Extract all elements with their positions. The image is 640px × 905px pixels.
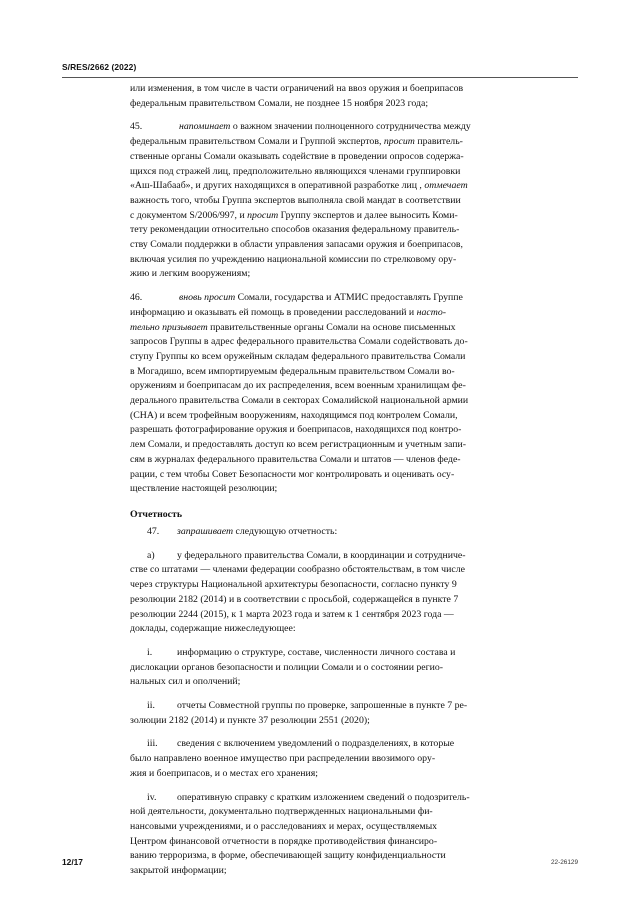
text-line: (СНА) и всем трофейным вооружениям, находящимся под контролем Сомали, <box>130 409 458 421</box>
text-line: дислокации органов безопасности и полиции Сомали и о состоянии регио- <box>130 661 444 673</box>
text-line: было направлено военное имущество при распределении ввозимого ору- <box>130 753 436 765</box>
paragraph-number: 47. <box>147 525 160 537</box>
section-heading: Отчетность <box>130 508 183 520</box>
text-fragment: информацию о структуре, составе, численности личного состава и <box>177 646 456 658</box>
document-symbol: S/RES/2662 (2022) <box>62 62 137 72</box>
text-fragment: правительственные органы Сомали на основе письменных <box>207 321 456 333</box>
header-rule <box>62 77 578 78</box>
text-line: ступу Группы ко всем оружейным складам федерального правительства Сомали <box>130 350 466 362</box>
text-line: резолюции 2182 (2014) и в соответствии с просьбой, содержащейся в пункте 7 <box>130 593 459 605</box>
text-line: через структуры Национальной архитектуры безопасности, согласно пункту 9 <box>130 579 457 591</box>
operative-verb: запрашивает <box>177 525 234 537</box>
text-line: сям в журналах федерального правительства Сомали и штатов — членов феде- <box>130 453 461 465</box>
operative-verb: напоминает <box>179 121 231 133</box>
operative-verb: вновь просит <box>179 292 236 304</box>
text-fragment: Сомали, государства и АТМИС предоставлять Группе <box>235 292 463 304</box>
text-fragment: «Аш-Шабааб», и других находящихся в оперативной разработке лиц , <box>130 180 425 192</box>
item-iv <box>130 791 515 879</box>
item-i <box>130 646 515 690</box>
text-line: ванию терроризма, в форме, обеспечивающей защиту конфиденциальности <box>130 850 446 862</box>
text-fragment: федеральным правительством Сомали и Группой экспертов, <box>130 136 384 148</box>
text-fragment: отчеты Совместной группы по проверке, запрошенные в пункте 7 ре- <box>177 700 468 712</box>
item-label: iii. <box>147 738 158 750</box>
text-line: ной деятельности, документально подтвержденных национальными фи- <box>130 806 433 818</box>
text-fragment: оперативную справку с кратким изложением сведений о подозритель- <box>177 791 470 803</box>
text-line: ству Сомали поддержки в области управления запасами оружия и боеприпасов, <box>130 239 463 251</box>
paragraph-47 <box>130 525 515 540</box>
text-line: включая усилия по учреждению национальной комиссии по стрелковому ору- <box>130 253 457 265</box>
item-ii <box>130 699 515 728</box>
operative-verb: насто- <box>416 306 446 318</box>
paragraph-46 <box>130 291 515 497</box>
text-line: щихся под стражей лиц, предположительно являющихся членами группировки <box>130 165 461 177</box>
text-line: жию и легким вооружениям; <box>130 268 251 280</box>
subparagraph-label: a) <box>147 549 155 561</box>
subparagraph-a <box>130 549 515 637</box>
item-label: ii. <box>147 700 155 712</box>
text-line: нальных сил и ополчений; <box>130 676 241 688</box>
text-line: стве со штатами — членами федерации сообразно обстоятельствам, в том числе <box>130 564 465 576</box>
text-line: разрешать фотографирование оружия и боеприпасов, находящихся под контро- <box>130 424 462 436</box>
paragraph-number: 45. <box>130 121 143 133</box>
item-label: i. <box>147 646 153 658</box>
text-line: тету рекомендации относительно способов оказания федеральному правитель- <box>130 224 460 236</box>
paragraph-number: 46. <box>130 292 143 304</box>
paragraph-44-tail <box>130 82 515 111</box>
operative-verb: тельно призывает <box>130 321 208 333</box>
text-fragment: у федерального правительства Сомали, в координации и сотрудниче- <box>177 549 466 561</box>
text-line: жия и боеприпасов, и о местах его хранения; <box>130 767 318 779</box>
text-line: дерального правительства Сомали в секторах Сомалийской национальной армии <box>130 395 469 407</box>
text-line: резолюции 2244 (2015), к 1 марта 2023 года и затем к 1 сентября 2023 года — <box>130 608 454 620</box>
text-line: важность того, чтобы Группа экспертов выполняла свой мандат в соответствии <box>130 194 461 206</box>
operative-verb: отмечает <box>424 180 468 192</box>
paragraph-45 <box>130 120 515 282</box>
operative-verb: просит <box>247 209 279 221</box>
text-line: ществление настоящей резолюции; <box>130 483 278 495</box>
document-code: 22-26129 <box>550 859 578 866</box>
page-body <box>130 82 515 879</box>
text-fragment: правитель- <box>414 136 463 148</box>
text-fragment: следующую отчетность: <box>233 525 338 537</box>
text-line: золюции 2182 (2014) и пункте 37 резолюции 2551 (2020); <box>130 714 370 726</box>
text-line: Центром финансовой отчетности в порядке противодействия финансиро- <box>130 835 438 847</box>
item-iii <box>130 737 515 781</box>
text-line: оружениям и боеприпасам до их распределения, всем военным хранилищам фе- <box>130 380 466 392</box>
text-fragment: о важном значении полноценного сотрудничества между <box>230 121 471 133</box>
operative-verb: просит <box>383 136 415 148</box>
text-line: запросов Группы в адрес федерального правительства Сомали содействовать до- <box>130 336 468 348</box>
text-line: рации, с тем чтобы Совет Безопасности мог контролировать и оценивать осу- <box>130 468 455 480</box>
text-line: лем Сомали, и предоставлять доступ ко всем регистрационным и учетным запи- <box>130 439 467 451</box>
text-fragment: Группу экспертов и далее выносить Коми- <box>278 209 458 221</box>
text-fragment: с документом S/2006/997, и <box>130 209 248 221</box>
text-line: закрытой информации; <box>130 865 227 877</box>
text-line: ственные органы Сомали оказывать содействие в проведении опросов содержа- <box>130 150 464 162</box>
text-fragment: сведения с включением уведомлений о подразделениях, в которые <box>177 738 455 750</box>
page-number: 12/17 <box>62 857 83 867</box>
text-line: федеральным правительством Сомали, не позднее 15 ноября 2023 года; <box>130 97 429 109</box>
text-fragment: информацию и оказывать ей помощь в проведении расследований и <box>130 306 417 318</box>
text-line: доклады, содержащие нижеследующее: <box>130 623 296 635</box>
text-line: в Могадишо, всем импортируемым федеральным правительством Сомали во- <box>130 365 455 377</box>
text-line: нансовыми учреждениями, и о расследованиях и мерах, осуществляемых <box>130 820 438 832</box>
item-label: iv. <box>147 791 157 803</box>
text-line: или изменения, в том числе в части ограничений на ввоз оружия и боеприпасов <box>130 83 464 94</box>
